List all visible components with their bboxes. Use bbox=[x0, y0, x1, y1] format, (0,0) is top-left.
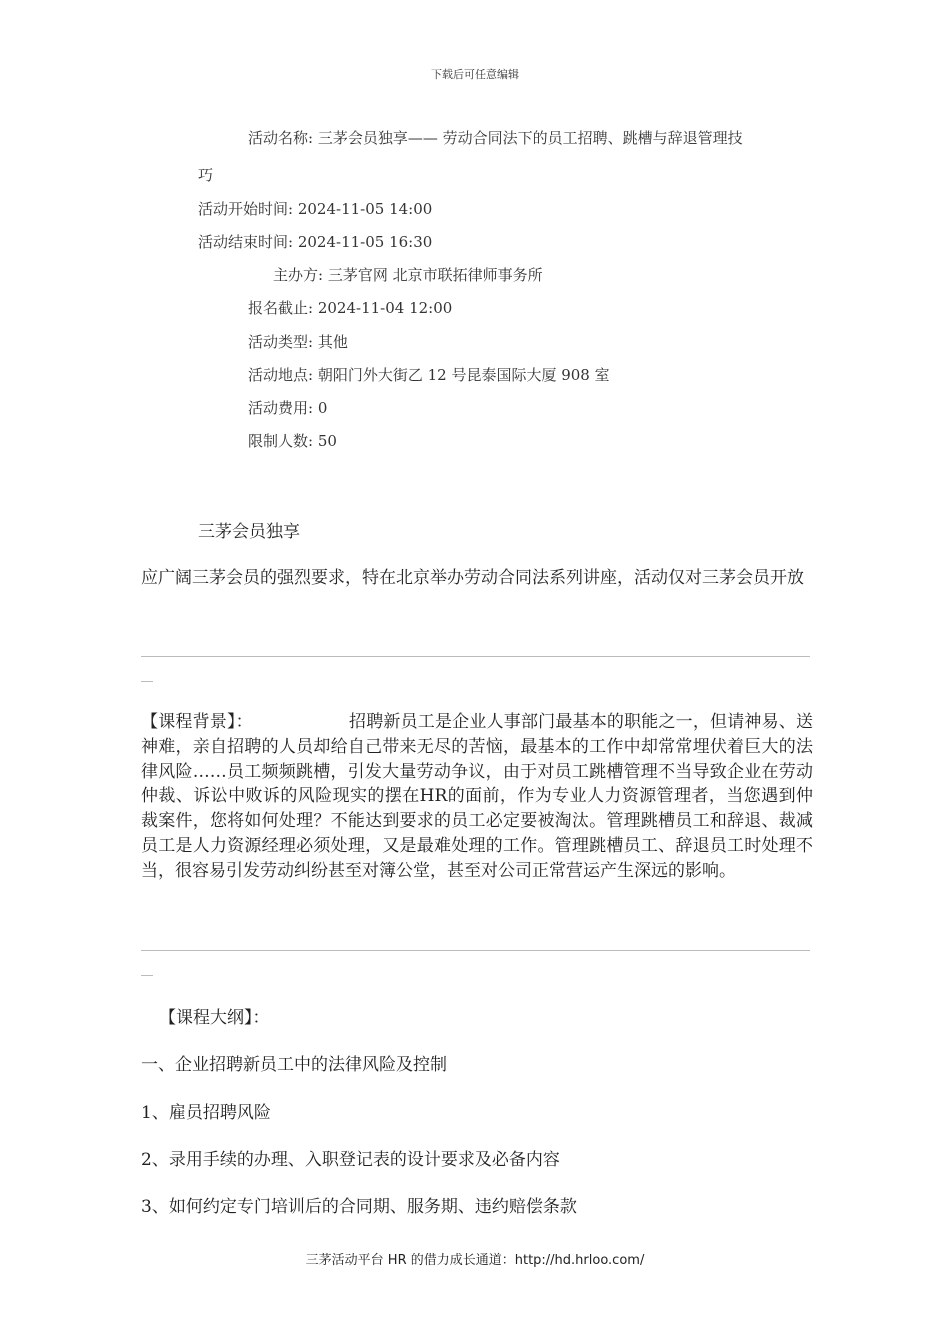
background-section bbox=[141, 710, 813, 884]
page-footer: 三茅活动平台 HR 的借力成长通道：http://hd.hrloo.com/ bbox=[305, 1253, 645, 1268]
event-type: 活动类型: 其他 bbox=[248, 333, 348, 351]
background-label: 【课程背景】： bbox=[141, 712, 253, 732]
outline-item: 3、如何约定专门培训后的合同期、服务期、违约赔偿条款 bbox=[141, 1197, 577, 1217]
event-organizer: 主办方: 三茅官网 北京市联拓律师事务所 bbox=[273, 266, 543, 284]
divider bbox=[141, 656, 810, 657]
event-deadline: 报名截止: 2024-11-04 12:00 bbox=[248, 299, 453, 317]
event-fee: 活动费用: 0 bbox=[248, 399, 328, 417]
background-text: 招聘新员工是企业人事部门最基本的职能之一，但请神易、送神难，亲自招聘的人员却给自己带来无尽的苦恼，最基本的工作中却常常埋伏着巨大的法律风险……员工频频跳槽，引发大量劳动争议，由于对员工跳槽管理不当导致企业在劳动仲裁、诉讼中败诉的风险现实的摆在HR的面前，作为专业人力资源管理者，当您遇到仲裁案件，您将如何处理？不能达到要求的员工必定要被淘汰。管理跳槽员工和辞退、裁减员工是人力资源经理必须处理，又是最难处理的工作。管理跳槽员工、辞退员工时处理不当，很容易引发劳动纠纷甚至对簿公堂，甚至对公司正常营运产生深远的影响。 bbox=[141, 712, 814, 881]
outline-item: 2、录用手续的办理、入职登记表的设计要求及必备内容 bbox=[141, 1150, 560, 1170]
divider bbox=[141, 975, 153, 976]
event-end-time: 活动结束时间: 2024-11-05 16:30 bbox=[198, 233, 433, 251]
event-name-line2: 巧 bbox=[198, 166, 214, 184]
event-location: 活动地点: 朝阳门外大街乙 12 号昆泰国际大厦 908 室 bbox=[248, 366, 610, 384]
event-start-time: 活动开始时间: 2024-11-05 14:00 bbox=[198, 200, 433, 218]
divider bbox=[141, 950, 810, 951]
intro-title: 三茅会员独享 bbox=[198, 522, 300, 542]
outline-item: 一、企业招聘新员工中的法律风险及控制 bbox=[141, 1055, 447, 1075]
divider bbox=[141, 681, 153, 682]
outline-title: 【课程大纲】： bbox=[159, 1008, 270, 1028]
event-limit: 限制人数: 50 bbox=[248, 432, 337, 450]
event-name-line1: 活动名称: 三茅会员独享—— 劳动合同法下的员工招聘、跳槽与辞退管理技 bbox=[248, 129, 743, 147]
intro-text: 应广阔三茅会员的强烈要求，特在北京举办劳动合同法系列讲座，活动仅对三茅会员开放 bbox=[141, 568, 804, 588]
page-header-note: 下载后可任意编辑 bbox=[431, 68, 519, 81]
outline-item: 1、雇员招聘风险 bbox=[141, 1103, 271, 1123]
